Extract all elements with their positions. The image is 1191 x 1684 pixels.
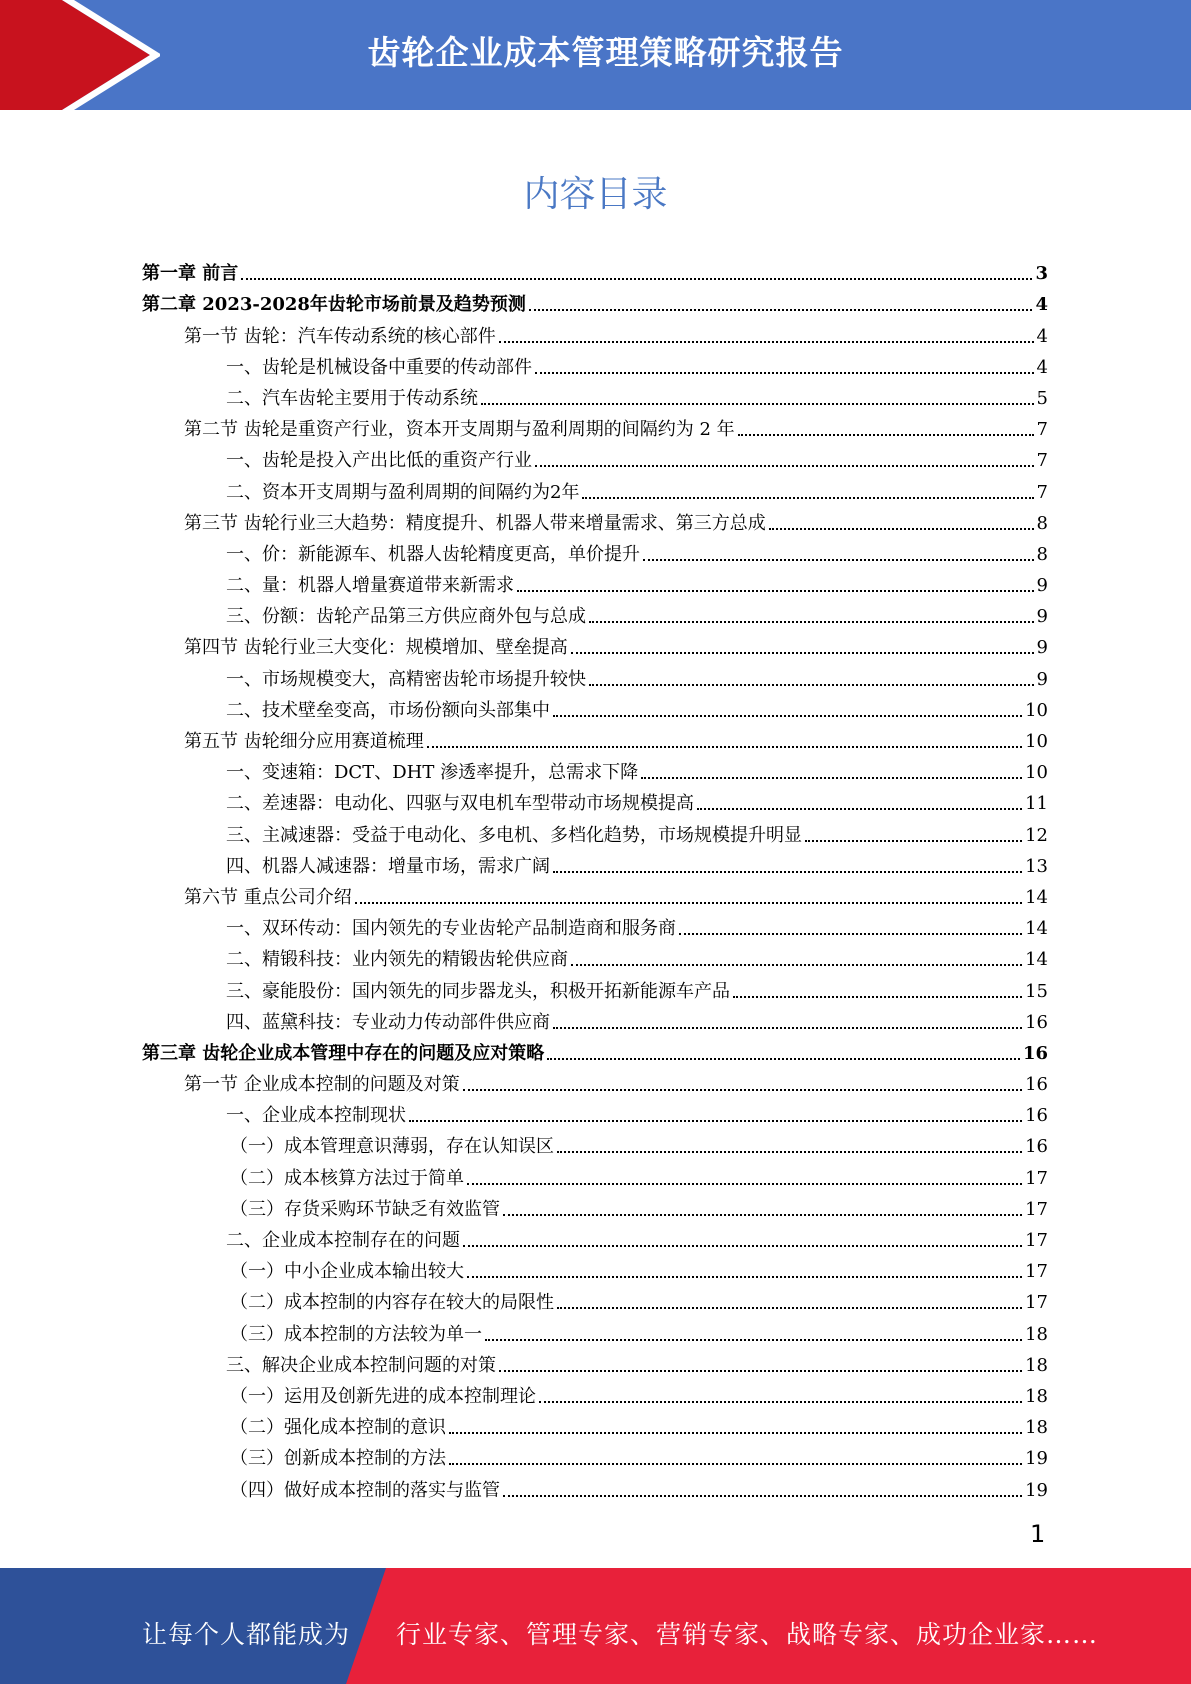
toc-entry[interactable] xyxy=(142,1252,1048,1283)
toc-entry-title: （三）存货采购环节缺乏有效监管 xyxy=(230,1198,500,1220)
toc-entry[interactable] xyxy=(142,815,1048,846)
toc-entry[interactable] xyxy=(142,410,1048,441)
toc-entry[interactable] xyxy=(142,441,1048,472)
toc-entry[interactable] xyxy=(142,1190,1048,1221)
toc-entry[interactable] xyxy=(142,504,1048,535)
toc-entry-page: 9 xyxy=(1036,668,1048,690)
toc-entry-page: 10 xyxy=(1025,762,1048,784)
toc-leader-dots xyxy=(529,309,1033,311)
toc-entry-page: 18 xyxy=(1025,1323,1048,1345)
table-of-contents xyxy=(142,254,1048,1502)
footer-slogan-left: 让每个人都能成为 xyxy=(142,1620,351,1649)
toc-entry[interactable] xyxy=(142,753,1048,784)
toc-entry[interactable] xyxy=(142,847,1048,878)
toc-leader-dots xyxy=(467,1183,1022,1185)
toc-entry[interactable] xyxy=(142,1439,1048,1470)
toc-leader-dots xyxy=(557,1307,1022,1309)
toc-entry[interactable] xyxy=(142,691,1048,722)
toc-entry-page: 4 xyxy=(1035,294,1048,316)
toc-entry-page: 14 xyxy=(1025,949,1048,971)
page-number: 1 xyxy=(1030,1520,1046,1548)
toc-entry-page: 12 xyxy=(1025,824,1048,846)
toc-entry-page: 17 xyxy=(1025,1198,1048,1220)
toc-entry[interactable] xyxy=(142,1127,1048,1158)
toc-entry-title: 一、齿轮是机械设备中重要的传动部件 xyxy=(226,356,532,378)
toc-leader-dots xyxy=(589,621,1034,623)
toc-entry-title: 三、主减速器：受益于电动化、多电机、多档化趋势，市场规模提升明显 xyxy=(226,824,802,846)
toc-entry[interactable] xyxy=(142,597,1048,628)
toc-entry-title: 二、精锻科技：业内领先的精锻齿轮供应商 xyxy=(226,949,568,971)
toc-entry-page: 16 xyxy=(1025,1136,1048,1158)
toc-entry-title: 一、双环传动：国内领先的专业齿轮产品制造商和服务商 xyxy=(226,918,676,940)
toc-leader-dots xyxy=(449,1463,1022,1465)
toc-entry[interactable] xyxy=(142,1003,1048,1034)
toc-leader-dots xyxy=(805,840,1022,842)
toc-entry-page: 16 xyxy=(1025,1011,1048,1033)
toc-entry-page: 7 xyxy=(1036,481,1048,503)
toc-entry-title: 第四节 齿轮行业三大变化：规模增加、壁垒提高 xyxy=(184,637,568,659)
toc-entry-page: 8 xyxy=(1036,543,1048,565)
toc-entry-page: 11 xyxy=(1025,793,1048,815)
toc-entry-page: 17 xyxy=(1025,1230,1048,1251)
toc-entry[interactable] xyxy=(142,566,1048,597)
toc-entry-title: （四）做好成本控制的落实与监管 xyxy=(230,1479,500,1501)
toc-entry-page: 13 xyxy=(1025,855,1048,877)
toc-entry-title: 第六节 重点公司介绍 xyxy=(184,886,352,908)
toc-leader-dots xyxy=(641,777,1022,779)
toc-heading: 内容目录 xyxy=(523,174,668,215)
toc-entry-page: 18 xyxy=(1025,1354,1048,1376)
toc-leader-dots xyxy=(571,652,1034,654)
header-band xyxy=(0,0,1191,110)
toc-entry[interactable] xyxy=(142,1346,1048,1377)
toc-leader-dots xyxy=(409,1120,1022,1122)
toc-entry-title: 一、价：新能源车、机器人齿轮精度更高，单价提升 xyxy=(226,543,640,565)
toc-entry-page: 4 xyxy=(1036,356,1048,378)
toc-leader-dots xyxy=(553,1027,1022,1029)
toc-leader-dots xyxy=(589,684,1034,686)
toc-entry-title: 一、变速箱：DCT、DHT 渗透率提升，总需求下降 xyxy=(226,762,639,784)
toc-entry-page: 9 xyxy=(1036,575,1048,597)
toc-entry[interactable] xyxy=(142,535,1048,566)
toc-entry-title: （二）成本核算方法过于简单 xyxy=(230,1167,464,1189)
toc-entry[interactable] xyxy=(142,379,1048,410)
toc-entry-title: （一）运用及创新先进的成本控制理论 xyxy=(230,1385,536,1407)
footer-band xyxy=(0,1568,1191,1684)
toc-entry-page: 9 xyxy=(1036,637,1048,659)
toc-entry-title: 二、技术壁垒变高，市场份额向头部集中 xyxy=(226,699,550,721)
toc-entry-title: 第三节 齿轮行业三大趋势：精度提升、机器人带来增量需求、第三方总成 xyxy=(184,512,766,534)
toc-entry-title: 第五节 齿轮细分应用赛道梳理 xyxy=(184,731,424,752)
toc-leader-dots xyxy=(241,278,1032,280)
toc-entry[interactable] xyxy=(142,628,1048,659)
toc-entry[interactable] xyxy=(142,1096,1048,1127)
toc-entry-title: 二、资本开支周期与盈利周期的间隔约为2年 xyxy=(226,481,580,503)
toc-entry-title: 一、齿轮是投入产出比低的重资产行业 xyxy=(226,450,532,472)
toc-leader-dots xyxy=(733,996,1022,998)
toc-leader-dots xyxy=(697,808,1022,810)
toc-leader-dots xyxy=(463,1089,1022,1091)
toc-entry-title: （二）强化成本控制的意识 xyxy=(230,1417,446,1439)
toc-entry-page: 16 xyxy=(1025,1105,1048,1127)
toc-leader-dots xyxy=(738,434,1034,436)
toc-entry[interactable] xyxy=(142,1408,1048,1439)
toc-leader-dots xyxy=(503,1214,1022,1216)
toc-entry-page: 8 xyxy=(1036,512,1048,534)
toc-entry-page: 3 xyxy=(1035,263,1048,285)
toc-leader-dots xyxy=(481,403,1034,405)
toc-entry-page: 16 xyxy=(1022,1042,1048,1064)
toc-entry-title: 一、市场规模变大，高精密齿轮市场提升较快 xyxy=(226,668,586,690)
toc-entry-page: 16 xyxy=(1025,1074,1048,1096)
toc-entry-title: 三、份额：齿轮产品第三方供应商外包与总成 xyxy=(226,606,586,628)
toc-entry[interactable] xyxy=(142,1470,1048,1501)
toc-entry[interactable] xyxy=(142,472,1048,503)
toc-entry-title: （二）成本控制的内容存在较大的局限性 xyxy=(230,1292,554,1314)
toc-entry[interactable] xyxy=(142,878,1048,909)
toc-entry-page: 17 xyxy=(1025,1167,1048,1189)
toc-entry-page: 14 xyxy=(1025,886,1048,908)
toc-entry[interactable] xyxy=(142,940,1048,971)
toc-entry-page: 7 xyxy=(1036,419,1048,441)
toc-entry-title: 四、蓝黛科技：专业动力传动部件供应商 xyxy=(226,1011,550,1033)
toc-entry-title: 二、汽车齿轮主要用于传动系统 xyxy=(226,387,478,409)
toc-leader-dots xyxy=(571,964,1022,966)
toc-entry-page: 14 xyxy=(1025,918,1048,940)
toc-entry-page: 18 xyxy=(1025,1385,1048,1407)
toc-entry[interactable] xyxy=(142,348,1048,379)
toc-entry-title: （三）成本控制的方法较为单一 xyxy=(230,1323,482,1345)
toc-entry-page: 7 xyxy=(1036,450,1048,472)
toc-entry-page: 19 xyxy=(1025,1448,1048,1470)
toc-leader-dots xyxy=(553,871,1022,873)
toc-entry[interactable] xyxy=(142,1283,1048,1314)
toc-entry[interactable] xyxy=(142,1065,1048,1096)
toc-leader-dots xyxy=(503,1495,1022,1497)
toc-entry[interactable] xyxy=(142,316,1048,347)
toc-entry[interactable] xyxy=(142,1377,1048,1408)
toc-entry-title: 第二节 齿轮是重资产行业，资本开支周期与盈利周期的间隔约为 2 年 xyxy=(184,419,735,441)
toc-entry-title: （一）中小企业成本输出较大 xyxy=(230,1261,464,1283)
toc-entry-page: 17 xyxy=(1025,1292,1048,1314)
toc-leader-dots xyxy=(547,1058,1020,1060)
toc-entry[interactable] xyxy=(142,254,1048,285)
toc-leader-dots xyxy=(553,715,1022,717)
toc-entry[interactable] xyxy=(142,722,1048,753)
toc-entry[interactable] xyxy=(142,784,1048,815)
toc-entry[interactable] xyxy=(142,1314,1048,1345)
toc-leader-dots xyxy=(643,559,1034,561)
toc-entry-title: 第一节 企业成本控制的问题及对策 xyxy=(184,1074,460,1096)
toc-entry[interactable] xyxy=(142,971,1048,1002)
report-title: 齿轮企业成本管理策略研究报告 xyxy=(367,33,844,72)
toc-leader-dots xyxy=(463,1245,1022,1247)
toc-entry-title: （一）成本管理意识薄弱，存在认知误区 xyxy=(230,1136,554,1158)
toc-leader-dots xyxy=(517,590,1034,592)
toc-entry[interactable] xyxy=(142,1158,1048,1189)
toc-entry-title: 三、解决企业成本控制问题的对策 xyxy=(226,1354,496,1376)
toc-entry-title: 第一章 前言 xyxy=(142,263,239,285)
toc-entry-page: 4 xyxy=(1036,325,1048,347)
toc-entry-title: 第一节 齿轮：汽车传动系统的核心部件 xyxy=(184,325,496,347)
toc-entry[interactable] xyxy=(142,909,1048,940)
toc-entry-page: 19 xyxy=(1025,1479,1048,1501)
toc-entry-title: （三）创新成本控制的方法 xyxy=(230,1448,446,1470)
toc-leader-dots xyxy=(557,1151,1022,1153)
toc-entry-title: 四、机器人减速器：增量市场，需求广阔 xyxy=(226,855,550,877)
toc-entry-page: 18 xyxy=(1025,1417,1048,1439)
toc-leader-dots xyxy=(539,1401,1022,1403)
toc-leader-dots xyxy=(535,372,1034,374)
toc-entry-page: 9 xyxy=(1036,606,1048,628)
toc-leader-dots xyxy=(679,933,1022,935)
toc-entry-page: 10 xyxy=(1025,699,1048,721)
toc-entry-page: 17 xyxy=(1025,1261,1048,1283)
toc-leader-dots xyxy=(499,341,1034,343)
toc-entry[interactable] xyxy=(142,285,1048,316)
toc-leader-dots xyxy=(467,1276,1022,1278)
toc-entry-page: 10 xyxy=(1025,731,1048,752)
toc-entry-title: 一、企业成本控制现状 xyxy=(226,1105,406,1127)
toc-leader-dots xyxy=(485,1339,1022,1341)
toc-leader-dots xyxy=(769,528,1034,530)
toc-leader-dots xyxy=(499,1370,1022,1372)
footer-slogan-right: 行业专家、管理专家、营销专家、战略专家、成功企业家…… xyxy=(396,1620,1099,1649)
toc-entry-title: 二、差速器：电动化、四驱与双电机车型带动市场规模提高 xyxy=(226,793,694,815)
toc-leader-dots xyxy=(427,746,1022,748)
toc-entry-title: 三、豪能股份：国内领先的同步器龙头，积极开拓新能源车产品 xyxy=(226,980,730,1002)
toc-leader-dots xyxy=(582,497,1033,499)
toc-leader-dots xyxy=(355,902,1022,904)
toc-entry-title: 第二章 2023-2028年齿轮市场前景及趋势预测 xyxy=(142,294,526,316)
toc-entry-page: 15 xyxy=(1025,980,1048,1002)
toc-entry[interactable] xyxy=(142,1221,1048,1252)
toc-entry[interactable] xyxy=(142,659,1048,690)
toc-entry[interactable] xyxy=(142,1034,1048,1065)
toc-leader-dots xyxy=(449,1432,1022,1434)
toc-entry-title: 二、企业成本控制存在的问题 xyxy=(226,1230,460,1251)
toc-leader-dots xyxy=(535,465,1034,467)
toc-entry-title: 第三章 齿轮企业成本管理中存在的问题及应对策略 xyxy=(142,1042,545,1064)
toc-entry-title: 二、量：机器人增量赛道带来新需求 xyxy=(226,575,514,597)
toc-entry-page: 5 xyxy=(1036,387,1048,409)
